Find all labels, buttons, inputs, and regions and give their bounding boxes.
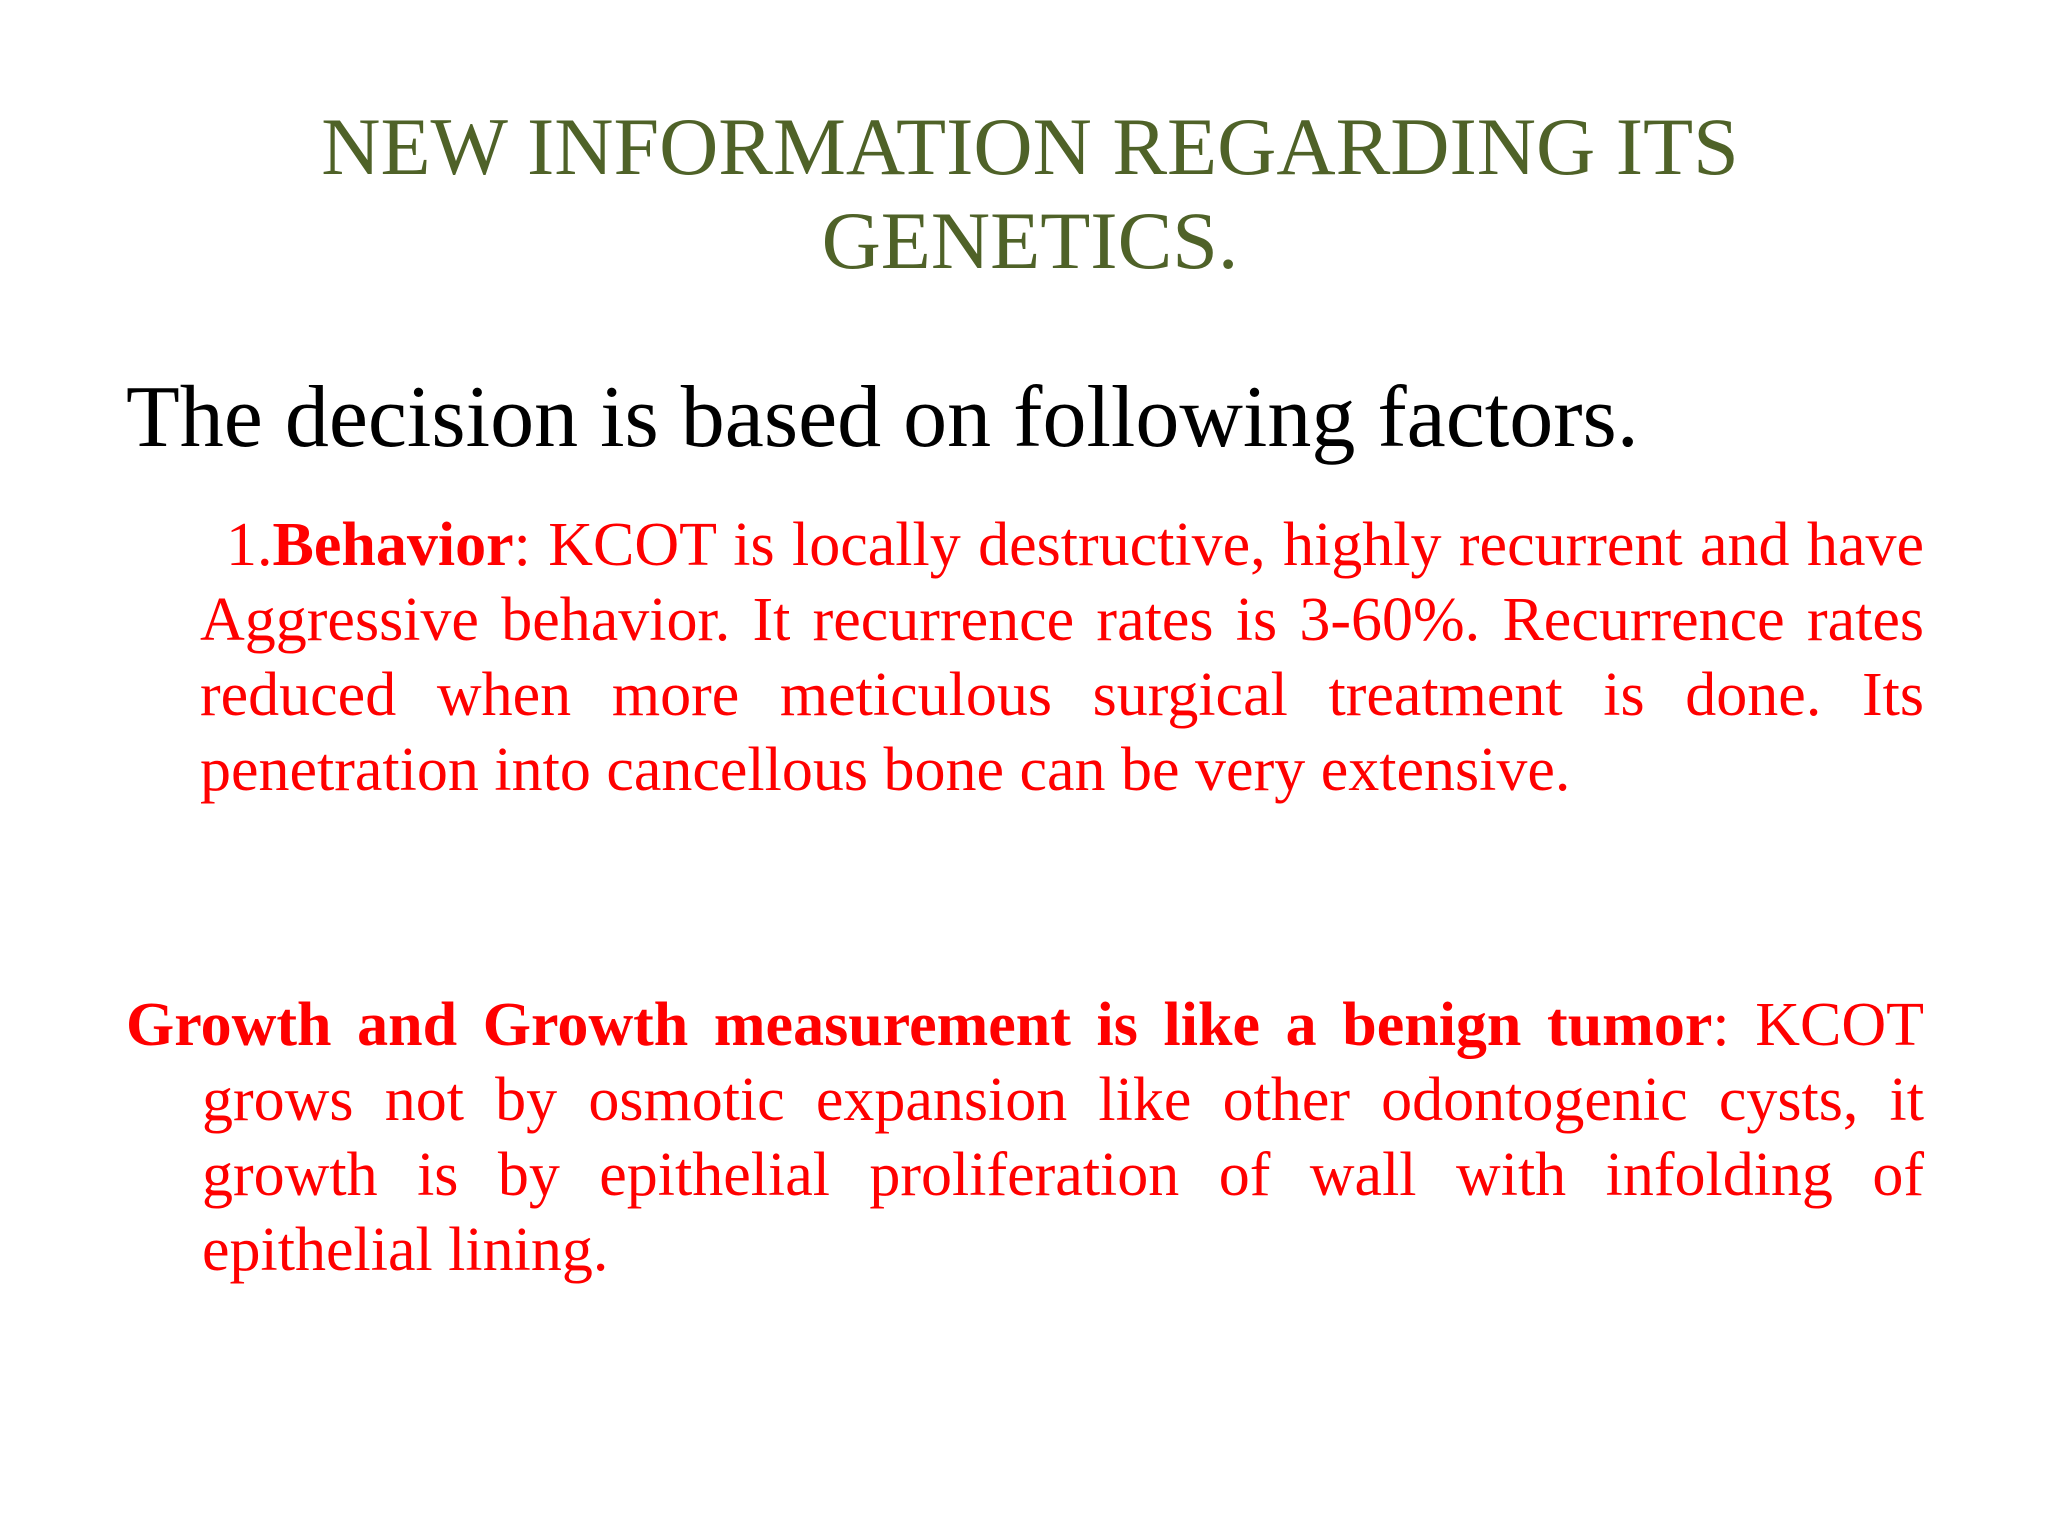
point-behavior [200, 508, 1924, 808]
point-number: 1. [226, 511, 273, 579]
point-text-behavior: KCOT is locally destructive, highly recurrent and have Aggressive behavior. It recurrence rates is 3-60%. Recurrence rates reduced when more meticulous surgical treatment is done. Its penetration into cancellous bone can be very extensive. [200, 511, 1924, 804]
point-growth [126, 988, 1924, 1288]
point-text-growth: KCOT grows not by osmotic expansion like other odontogenic cysts, it growth is by epithelial proliferation of wall with infolding of epithelial lining. [202, 991, 1924, 1284]
point-heading-behavior: Behavior [272, 511, 514, 579]
slide-title: NEW INFORMATION REGARDING ITS GENETICS. [321, 101, 1739, 286]
point-heading-growth: Growth and Growth measurement is like a benign tumor [126, 991, 1713, 1059]
point-separator: : [1712, 991, 1730, 1059]
point-separator: : [513, 511, 531, 579]
lead-sentence: The decision is based on following factors. [126, 369, 1639, 466]
